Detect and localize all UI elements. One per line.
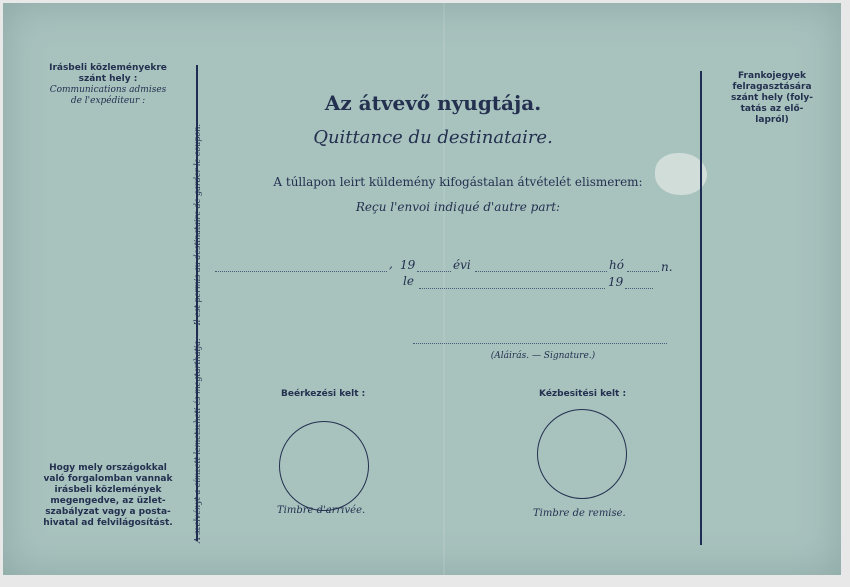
date-comma: , — [389, 257, 393, 271]
countries-note-line: hivatal ad felvilágosítást. — [43, 518, 173, 528]
place-blank — [215, 271, 387, 272]
stamp-heading-line: Frankojegyek — [737, 71, 806, 81]
french-date-blank — [419, 288, 605, 289]
arrival-timbre-label: Timbre d'arrivée. — [277, 505, 366, 516]
countries-note-line: Hogy mely országokkal — [49, 463, 167, 473]
day-blank — [627, 271, 659, 272]
countries-note — [33, 463, 183, 529]
n-label: n. — [661, 260, 673, 274]
arrival-date-label: Beérkezési kelt : — [281, 389, 366, 399]
stamp-area-line — [700, 71, 702, 545]
signature-label: (Aláirás. — Signature.) — [490, 351, 596, 361]
delivery-stamp-circle — [537, 409, 627, 499]
countries-note-line: irásbeli közlemények — [54, 485, 162, 495]
coupon-note-vertical: A szelvényt a címzett lemetszheti és megtarthatja. — Il est permis au destinataire de garder le coupon. — [193, 123, 202, 543]
delivery-date-label: Kézbesitési kelt : — [539, 389, 627, 399]
signature-blank — [413, 343, 667, 344]
stamp-heading-line: felragasztására — [732, 82, 812, 92]
ho-label: hó — [609, 258, 624, 272]
year-prefix: 19 — [400, 258, 416, 272]
le-label: le — [403, 274, 414, 288]
title-hungarian: Az átvevő nyugtája. — [324, 91, 542, 115]
statement-french: Reçu l'envoi indiqué d'autre part: — [355, 200, 561, 214]
sender-heading-line-2: szánt hely : — [78, 74, 138, 84]
evi-label: évi — [453, 258, 471, 272]
stamp-heading-line: lapról) — [755, 115, 789, 125]
statement-hungarian: A túllapon leirt küldemény kifogástalan átvételét elismerem: — [273, 175, 643, 189]
sender-heading-line-4: de l'expéditeur : — [70, 96, 146, 106]
sender-communications-heading — [33, 63, 183, 107]
arrival-stamp-circle — [279, 421, 369, 511]
stamp-heading-line: szánt hely (foly- — [730, 93, 813, 103]
receipt-card — [3, 3, 841, 575]
sender-heading-line-3: Communications admises — [49, 85, 167, 95]
title-french: Quittance du destinataire. — [313, 127, 553, 148]
stamp-area-heading — [707, 71, 837, 126]
fold-crease — [443, 3, 445, 575]
countries-note-line: való forgalomban vannak — [43, 474, 173, 484]
countries-note-line: megengedve, az üzlet- — [50, 496, 166, 506]
year-prefix-2: 19 — [608, 275, 624, 289]
month-blank — [475, 271, 607, 272]
year-blank — [417, 271, 451, 272]
stamp-heading-line: tatás az elő- — [740, 104, 804, 114]
french-year-blank — [625, 288, 653, 289]
countries-note-line: szabályzat vagy a posta- — [45, 507, 171, 517]
sender-heading-line-1: Irásbeli közleményekre — [49, 63, 167, 73]
delivery-timbre-label: Timbre de remise. — [533, 508, 626, 519]
